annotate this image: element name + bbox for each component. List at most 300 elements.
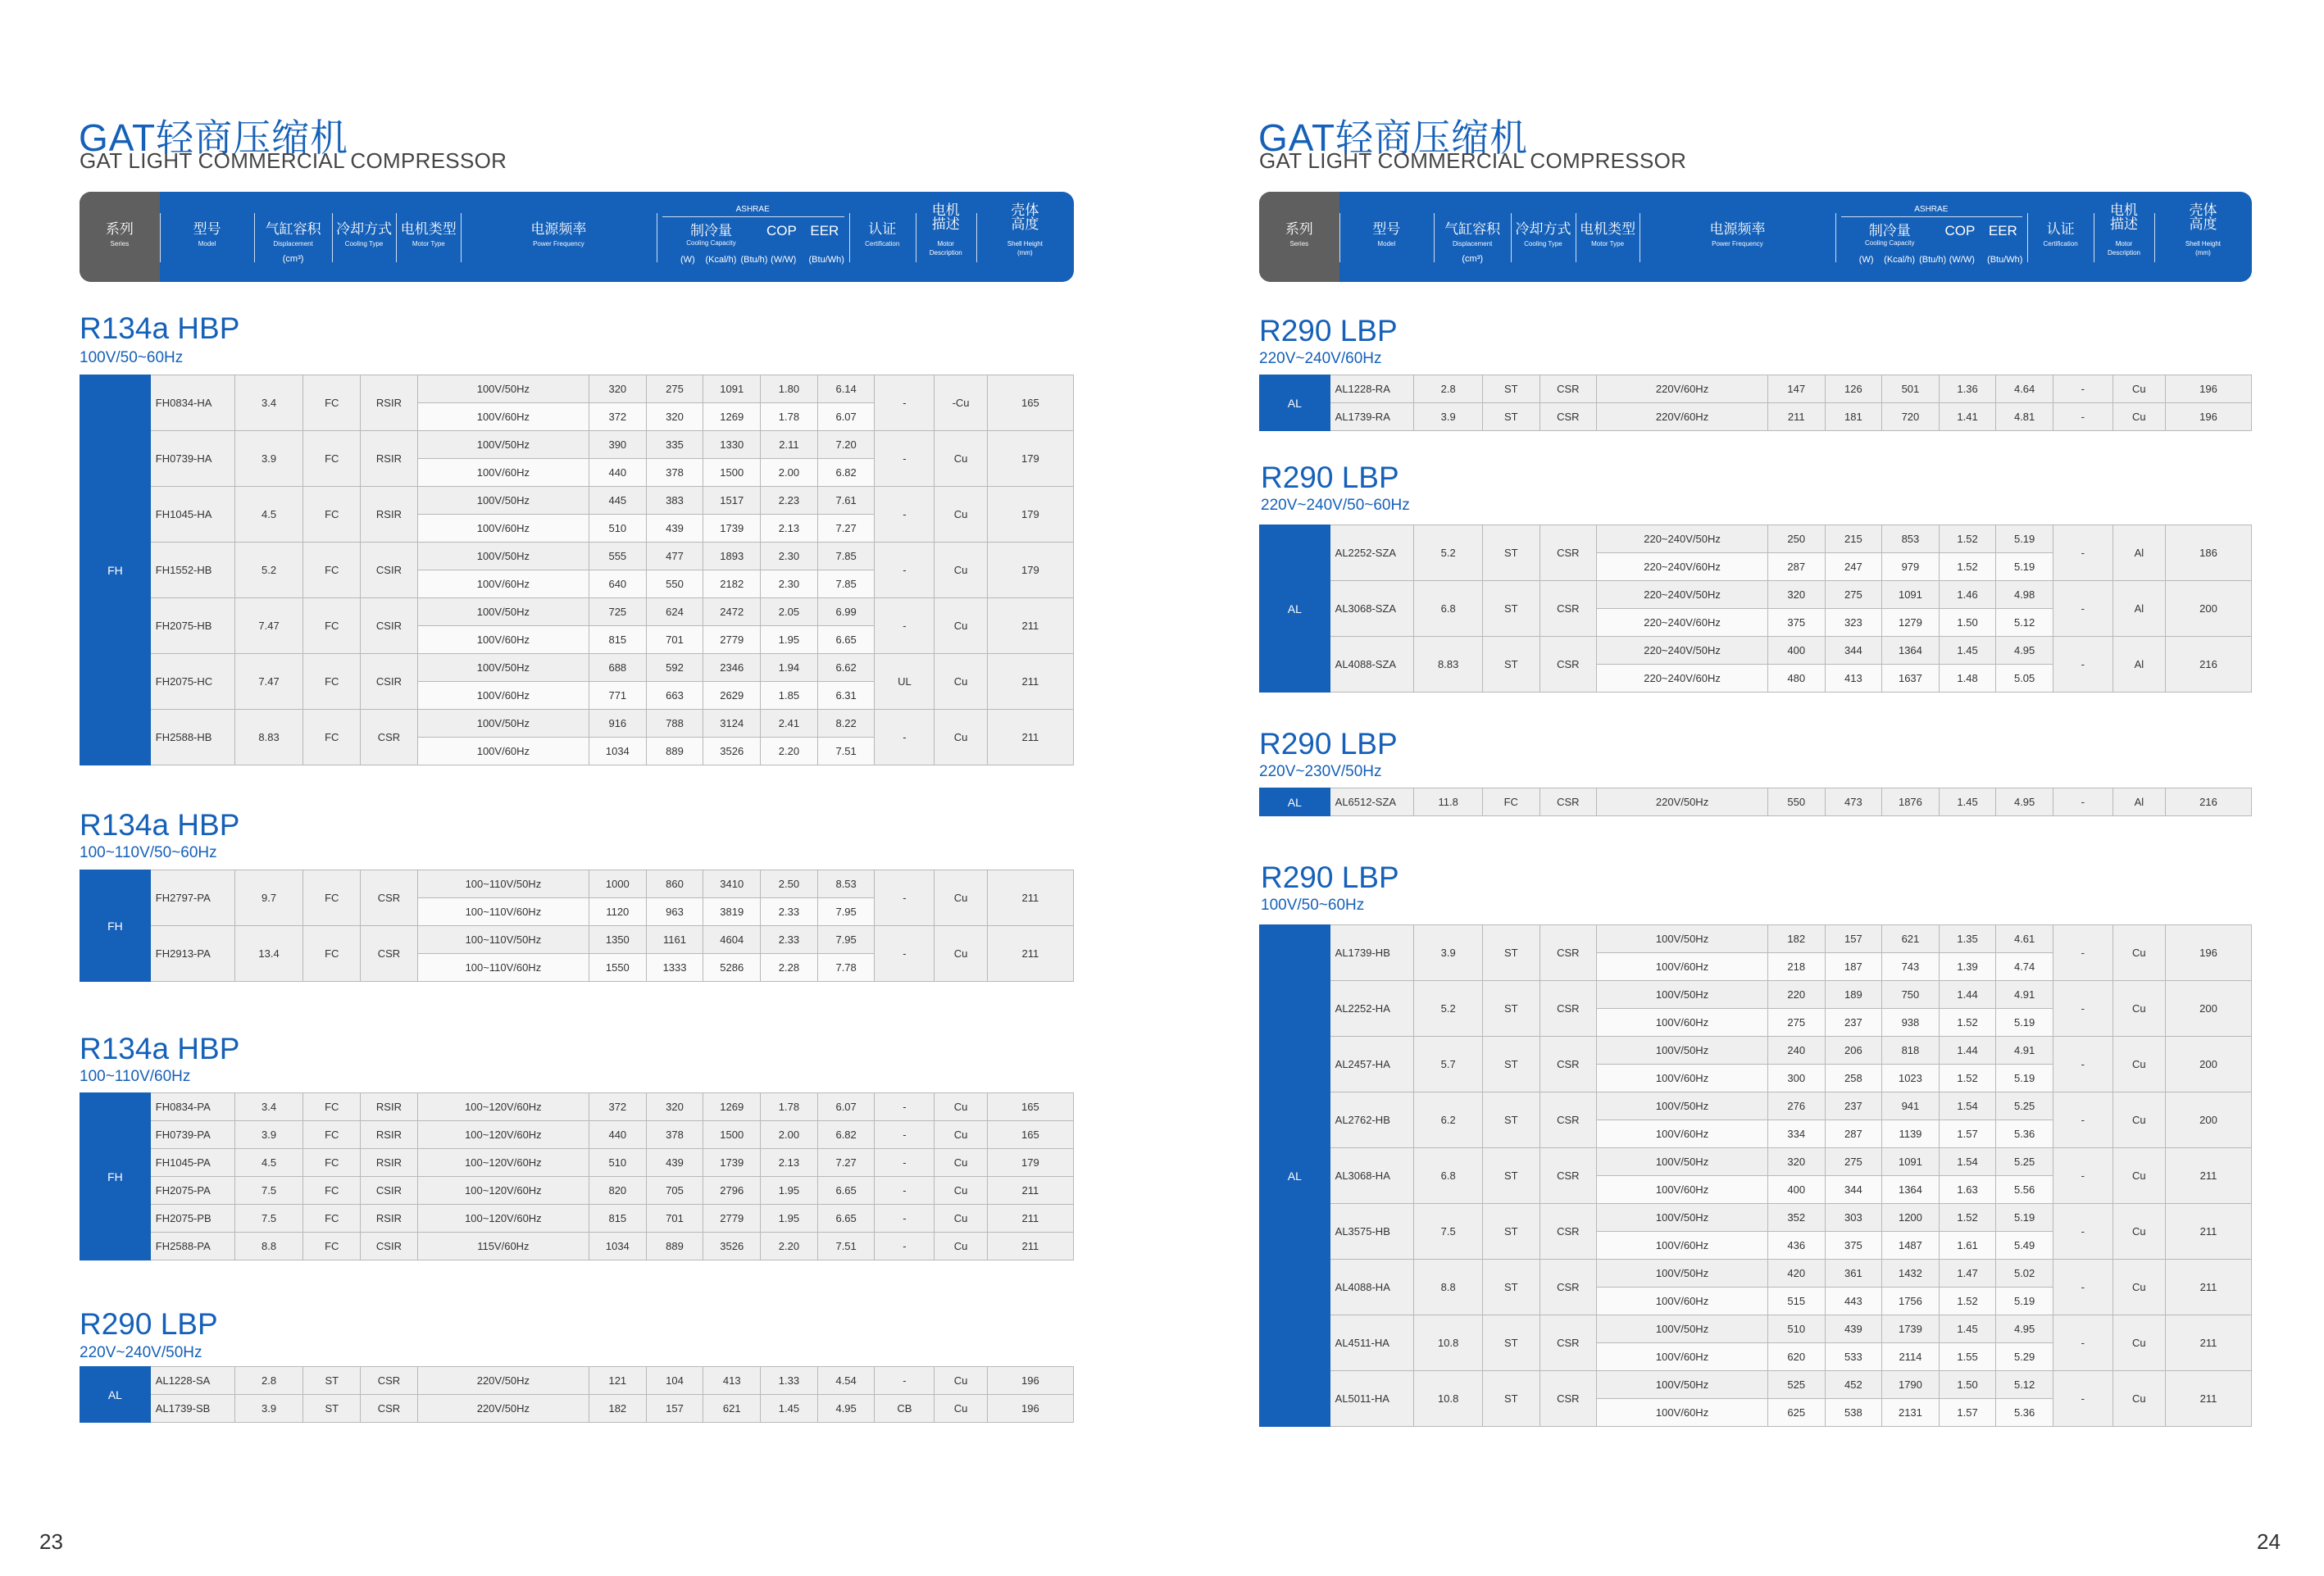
capacity-btu-cell: 1091: [703, 375, 761, 403]
capacity-kcal-cell: 701: [646, 1205, 703, 1233]
capacity-btu-cell: 3526: [703, 1233, 761, 1260]
certification-cell: -: [2053, 1092, 2113, 1148]
section-title: R134a HBP: [80, 808, 240, 842]
motor-type-cell: CSIR: [361, 1177, 418, 1205]
spec-table-r290-lbp-60hz: [1259, 375, 2252, 431]
capacity-w-cell: 771: [589, 682, 646, 710]
section-subtitle: 100~110V/50~60Hz: [80, 844, 217, 861]
power-frequency-cell: 100V/50Hz: [417, 543, 589, 570]
spec-table-r290-lbp-100v: [1259, 924, 2252, 1427]
displacement-cell: 7.5: [234, 1177, 303, 1205]
capacity-w-cell: 372: [589, 403, 646, 431]
capacity-w-cell: 1034: [589, 1233, 646, 1260]
capacity-w-cell: 555: [589, 543, 646, 570]
power-frequency-cell: 220~240V/60Hz: [1597, 665, 1768, 693]
eer-cell: 6.62: [817, 654, 875, 682]
displacement-cell: 7.47: [234, 654, 303, 710]
model-cell: AL1739-HB: [1330, 925, 1414, 981]
header-unit_kcal-label: (Kcal/h): [1884, 255, 1916, 265]
capacity-w-cell: 320: [1767, 581, 1825, 609]
header-power-en: Power Frequency: [1712, 240, 1763, 248]
header-disp-en: Displacement: [1452, 240, 1493, 248]
header-power-en: Power Frequency: [533, 240, 584, 248]
eer-cell: 5.02: [1996, 1260, 2053, 1288]
capacity-w-cell: 420: [1767, 1260, 1825, 1288]
displacement-cell: 4.5: [234, 1149, 303, 1177]
power-frequency-cell: 100~120V/60Hz: [417, 1121, 589, 1149]
motor-type-cell: CSR: [1539, 1148, 1597, 1204]
cop-cell: 2.41: [761, 710, 818, 738]
eer-cell: 7.85: [817, 543, 875, 570]
capacity-w-cell: 375: [1767, 609, 1825, 637]
cooling-type-cell: FC: [303, 1205, 361, 1233]
cooling-type-cell: FC: [303, 870, 361, 926]
power-frequency-cell: 100V/50Hz: [1597, 1148, 1768, 1176]
model-cell: AL1228-SA: [150, 1367, 234, 1395]
model-cell: AL4511-HA: [1330, 1315, 1414, 1371]
motor-type-cell: RSIR: [361, 1205, 418, 1233]
capacity-w-cell: 121: [589, 1367, 646, 1395]
capacity-btu-cell: 2346: [703, 654, 761, 682]
shell-height-cell: 211: [2165, 1315, 2251, 1371]
cooling-type-cell: ST: [1482, 1371, 1539, 1427]
motor-description-cell: Cu: [935, 598, 987, 654]
capacity-w-cell: 436: [1767, 1232, 1825, 1260]
shell-height-cell: 211: [2165, 1148, 2251, 1204]
header-unit_btuwh: [807, 192, 846, 282]
page-right: [1162, 0, 2324, 1576]
capacity-kcal-cell: 439: [646, 1149, 703, 1177]
cop-cell: 1.78: [761, 403, 818, 431]
cooling-type-cell: ST: [303, 1367, 361, 1395]
motor-description-cell: Cu: [935, 487, 987, 543]
cop-cell: 1.95: [761, 626, 818, 654]
table-row: [1260, 403, 2252, 431]
power-frequency-cell: 100V/60Hz: [1597, 1343, 1768, 1371]
cop-cell: 1.54: [1939, 1148, 1996, 1176]
displacement-cell: 10.8: [1414, 1371, 1483, 1427]
header-motordesc: [916, 192, 976, 282]
model-cell: AL2252-SZA: [1330, 525, 1414, 581]
header-model-cn: 型号: [193, 221, 221, 237]
table-row: [80, 1093, 1074, 1121]
capacity-kcal-cell: 344: [1825, 637, 1882, 665]
series-group-cell: AL: [1260, 925, 1330, 1427]
model-cell: AL1739-RA: [1330, 403, 1414, 431]
eer-cell: 6.82: [817, 459, 875, 487]
capacity-kcal-cell: 533: [1825, 1343, 1882, 1371]
eer-cell: 5.19: [1996, 1009, 2053, 1037]
eer-cell: 5.19: [1996, 553, 2053, 581]
capacity-btu-cell: 3526: [703, 738, 761, 765]
eer-cell: 8.53: [817, 870, 875, 898]
capacity-kcal-cell: 439: [1825, 1315, 1882, 1343]
cop-cell: 1.57: [1939, 1399, 1996, 1427]
motor-type-cell: RSIR: [361, 487, 418, 543]
motor-description-cell: Cu: [935, 1093, 987, 1121]
cop-cell: 2.20: [761, 1233, 818, 1260]
motor-type-cell: CSR: [361, 926, 418, 982]
displacement-cell: 7.5: [234, 1205, 303, 1233]
header-capacity-en: Cooling Capacity: [686, 239, 736, 247]
capacity-w-cell: 182: [589, 1395, 646, 1423]
shell-height-cell: 211: [987, 926, 1073, 982]
cop-cell: 1.80: [761, 375, 818, 403]
cop-cell: 1.78: [761, 1093, 818, 1121]
cooling-type-cell: FC: [303, 710, 361, 765]
shell-height-cell: 179: [987, 487, 1073, 543]
section-subtitle: 100V/50~60Hz: [1261, 897, 1365, 914]
capacity-kcal-cell: 477: [646, 543, 703, 570]
header-disp: [254, 192, 331, 282]
power-frequency-cell: 100V/60Hz: [417, 570, 589, 598]
capacity-w-cell: 275: [1767, 1009, 1825, 1037]
cop-cell: 1.52: [1939, 1204, 1996, 1232]
section-title: R290 LBP: [1259, 314, 1398, 347]
model-cell: AL2457-HA: [1330, 1037, 1414, 1092]
capacity-w-cell: 445: [589, 487, 646, 515]
cop-cell: 2.50: [761, 870, 818, 898]
cooling-type-cell: ST: [1482, 1260, 1539, 1315]
capacity-btu-cell: 1876: [1882, 788, 1940, 816]
displacement-cell: 7.47: [234, 598, 303, 654]
eer-cell: 5.36: [1996, 1120, 2053, 1148]
capacity-btu-cell: 1517: [703, 487, 761, 515]
model-cell: FH2588-HB: [150, 710, 234, 765]
capacity-w-cell: 640: [589, 570, 646, 598]
motor-type-cell: CSR: [1539, 525, 1597, 581]
power-frequency-cell: 220~240V/50Hz: [1597, 637, 1768, 665]
motor-description-cell: Cu: [2113, 925, 2165, 981]
certification-cell: -: [2053, 1148, 2113, 1204]
cop-cell: 2.33: [761, 926, 818, 954]
displacement-cell: 3.9: [1414, 925, 1483, 981]
certification-cell: -: [875, 431, 935, 487]
shell-height-cell: 211: [2165, 1371, 2251, 1427]
certification-cell: -: [2053, 925, 2113, 981]
capacity-w-cell: 300: [1767, 1065, 1825, 1092]
capacity-btu-cell: 2629: [703, 682, 761, 710]
capacity-w-cell: 287: [1767, 553, 1825, 581]
capacity-btu-cell: 413: [703, 1367, 761, 1395]
model-cell: AL4088-HA: [1330, 1260, 1414, 1315]
column-header-bar: [1259, 192, 2252, 282]
cop-cell: 2.05: [761, 598, 818, 626]
motor-description-cell: Cu: [2113, 1260, 2165, 1315]
displacement-cell: 3.9: [234, 431, 303, 487]
shell-height-cell: 196: [2165, 925, 2251, 981]
motor-type-cell: CSIR: [361, 1233, 418, 1260]
power-frequency-cell: 100V/60Hz: [1597, 953, 1768, 981]
shell-height-cell: 200: [2165, 1092, 2251, 1148]
certification-cell: -: [875, 1149, 935, 1177]
certification-cell: -: [875, 1177, 935, 1205]
certification-cell: -: [2053, 1204, 2113, 1260]
header-unit_ww-label: (W/W): [771, 255, 797, 265]
cooling-type-cell: FC: [303, 543, 361, 598]
power-frequency-cell: 220V/50Hz: [417, 1367, 589, 1395]
power-frequency-cell: 100V/50Hz: [417, 487, 589, 515]
cooling-type-cell: ST: [1482, 403, 1539, 431]
cop-cell: 1.48: [1939, 665, 1996, 693]
header-cooling-en: Cooling Type: [1524, 240, 1562, 248]
certification-cell: -: [875, 487, 935, 543]
capacity-kcal-cell: 126: [1825, 375, 1882, 403]
capacity-kcal-cell: 181: [1825, 403, 1882, 431]
cop-cell: 2.13: [761, 1149, 818, 1177]
header-capacity-label: 制冷量: [689, 223, 732, 238]
power-frequency-cell: 115V/60Hz: [417, 1233, 589, 1260]
power-frequency-cell: 100V/50Hz: [1597, 1371, 1768, 1399]
capacity-btu-cell: 1364: [1882, 1176, 1940, 1204]
capacity-btu-cell: 3819: [703, 898, 761, 926]
eer-cell: 6.99: [817, 598, 875, 626]
displacement-cell: 5.2: [234, 543, 303, 598]
table-row: [80, 1121, 1074, 1149]
power-frequency-cell: 100V/50Hz: [1597, 1315, 1768, 1343]
header-motordesc-cn: 电机 描述: [2110, 202, 2138, 232]
table-row: [1260, 637, 2252, 665]
capacity-btu-cell: 3410: [703, 870, 761, 898]
motor-type-cell: RSIR: [361, 431, 418, 487]
cop-cell: 1.52: [1939, 1288, 1996, 1315]
motor-description-cell: Al: [2113, 525, 2165, 581]
capacity-btu-cell: 2472: [703, 598, 761, 626]
header-unit_btu-label: (Btu/h): [1919, 255, 1947, 265]
power-frequency-cell: 100~110V/50Hz: [417, 926, 589, 954]
shell-height-cell: 179: [987, 543, 1073, 598]
certification-cell: -: [875, 1367, 935, 1395]
power-frequency-cell: 100V/50Hz: [1597, 1092, 1768, 1120]
header-cert: [849, 192, 916, 282]
model-cell: AL3068-HA: [1330, 1148, 1414, 1204]
header-shell-en: Shell Height (mm): [1007, 240, 1043, 257]
shell-height-cell: 211: [987, 1177, 1073, 1205]
model-cell: AL3575-HB: [1330, 1204, 1414, 1260]
series-group-cell: AL: [1260, 788, 1330, 816]
eer-cell: 5.25: [1996, 1148, 2053, 1176]
capacity-btu-cell: 1637: [1882, 665, 1940, 693]
table-row: [1260, 1092, 2252, 1120]
capacity-w-cell: 815: [589, 1205, 646, 1233]
capacity-btu-cell: 2779: [703, 626, 761, 654]
capacity-kcal-cell: 378: [646, 459, 703, 487]
certification-cell: -: [2053, 525, 2113, 581]
header-model: [1339, 192, 1435, 282]
table-row: [1260, 525, 2252, 553]
eer-cell: 6.65: [817, 1205, 875, 1233]
capacity-kcal-cell: 701: [646, 626, 703, 654]
cooling-type-cell: ST: [1482, 525, 1539, 581]
motor-type-cell: CSR: [1539, 1204, 1597, 1260]
header-unit_w-label: (W): [1858, 255, 1874, 265]
model-cell: FH2588-PA: [150, 1233, 234, 1260]
header-motor-en: Motor Type: [1591, 240, 1625, 248]
model-cell: AL1228-RA: [1330, 375, 1414, 403]
capacity-btu-cell: 818: [1882, 1037, 1940, 1065]
table-row: [80, 1233, 1074, 1260]
model-cell: FH2797-PA: [150, 870, 234, 926]
cop-cell: 2.13: [761, 515, 818, 543]
certification-cell: -: [875, 543, 935, 598]
section-subtitle: 220V~240V/50~60Hz: [1261, 497, 1410, 514]
model-cell: AL2252-HA: [1330, 981, 1414, 1037]
header-unit_btuwh: [1985, 192, 2025, 282]
section-title: R290 LBP: [80, 1307, 218, 1341]
cooling-type-cell: FC: [303, 431, 361, 487]
cooling-type-cell: FC: [1482, 788, 1539, 816]
shell-height-cell: 211: [987, 870, 1073, 926]
certification-cell: -: [875, 1093, 935, 1121]
model-cell: FH2913-PA: [150, 926, 234, 982]
motor-type-cell: CSR: [1539, 581, 1597, 637]
power-frequency-cell: 220~240V/60Hz: [1597, 609, 1768, 637]
capacity-kcal-cell: 237: [1825, 1092, 1882, 1120]
table-row: [1260, 581, 2252, 609]
capacity-btu-cell: 853: [1882, 525, 1940, 553]
header-cert-cn: 认证: [2046, 221, 2075, 237]
motor-description-cell: Cu: [935, 543, 987, 598]
shell-height-cell: 165: [987, 1121, 1073, 1149]
cop-cell: 1.52: [1939, 1065, 1996, 1092]
cop-cell: 1.61: [1939, 1232, 1996, 1260]
shell-height-cell: 196: [987, 1395, 1073, 1423]
cooling-type-cell: FC: [303, 926, 361, 982]
displacement-cell: 8.83: [1414, 637, 1483, 693]
cop-cell: 1.45: [1939, 788, 1996, 816]
power-frequency-cell: 100V/60Hz: [1597, 1065, 1768, 1092]
cooling-type-cell: FC: [303, 1093, 361, 1121]
certification-cell: -: [2053, 375, 2113, 403]
capacity-btu-cell: 1790: [1882, 1371, 1940, 1399]
motor-type-cell: CSR: [1539, 1315, 1597, 1371]
header-series: [1259, 192, 1339, 282]
displacement-cell: 5.2: [1414, 981, 1483, 1037]
model-cell: AL1739-SB: [150, 1395, 234, 1423]
capacity-kcal-cell: 375: [1825, 1232, 1882, 1260]
certification-cell: -: [875, 870, 935, 926]
header-ashrae: ASHRAE: [735, 205, 770, 214]
capacity-w-cell: 1120: [589, 898, 646, 926]
shell-height-cell: 211: [2165, 1204, 2251, 1260]
capacity-btu-cell: 2114: [1882, 1343, 1940, 1371]
capacity-w-cell: 688: [589, 654, 646, 682]
capacity-kcal-cell: 1161: [646, 926, 703, 954]
cop-cell: 2.30: [761, 570, 818, 598]
capacity-kcal-cell: 157: [646, 1395, 703, 1423]
certification-cell: -: [2053, 981, 2113, 1037]
certification-cell: -: [875, 375, 935, 431]
capacity-kcal-cell: 383: [646, 487, 703, 515]
model-cell: FH0834-HA: [150, 375, 234, 431]
power-frequency-cell: 220V/50Hz: [1597, 788, 1768, 816]
displacement-cell: 4.5: [234, 487, 303, 543]
capacity-kcal-cell: 323: [1825, 609, 1882, 637]
model-cell: FH2075-PB: [150, 1205, 234, 1233]
table-row: [1260, 375, 2252, 403]
cop-cell: 1.46: [1939, 581, 1996, 609]
capacity-kcal-cell: 361: [1825, 1260, 1882, 1288]
cop-cell: 1.54: [1939, 1092, 1996, 1120]
eer-cell: 7.27: [817, 515, 875, 543]
capacity-btu-cell: 1091: [1882, 1148, 1940, 1176]
eer-cell: 5.12: [1996, 609, 2053, 637]
eer-cell: 4.61: [1996, 925, 2053, 953]
model-cell: FH2075-HC: [150, 654, 234, 710]
cooling-type-cell: FC: [303, 1177, 361, 1205]
model-cell: AL5011-HA: [1330, 1371, 1414, 1427]
shell-height-cell: 179: [987, 1149, 1073, 1177]
table-row: [80, 654, 1074, 682]
capacity-w-cell: 550: [1767, 788, 1825, 816]
motor-type-cell: CSR: [1539, 403, 1597, 431]
displacement-cell: 2.8: [1414, 375, 1483, 403]
table-row: [80, 543, 1074, 570]
header-cert: [2027, 192, 2094, 282]
cop-cell: 1.52: [1939, 525, 1996, 553]
capacity-btu-cell: 743: [1882, 953, 1940, 981]
cooling-type-cell: FC: [303, 1121, 361, 1149]
eer-cell: 5.19: [1996, 1288, 2053, 1315]
spec-table-r290-lbp-230v: [1259, 788, 2252, 816]
header-divider: [2027, 213, 2028, 262]
catalog-title-cn: GAT轻商压缩机: [79, 116, 349, 159]
capacity-w-cell: 916: [589, 710, 646, 738]
displacement-cell: 8.83: [234, 710, 303, 765]
power-frequency-cell: 100~110V/50Hz: [417, 870, 589, 898]
eer-cell: 7.78: [817, 954, 875, 982]
model-cell: FH1045-PA: [150, 1149, 234, 1177]
shell-height-cell: 196: [2165, 403, 2251, 431]
capacity-btu-cell: 621: [703, 1395, 761, 1423]
capacity-btu-cell: 2779: [703, 1205, 761, 1233]
model-cell: FH1552-HB: [150, 543, 234, 598]
capacity-btu-cell: 1739: [1882, 1315, 1940, 1343]
capacity-w-cell: 1550: [589, 954, 646, 982]
header-model: [160, 192, 255, 282]
header-shell-en: Shell Height (mm): [2185, 240, 2222, 257]
eer-cell: 5.25: [1996, 1092, 2053, 1120]
model-cell: FH2075-HB: [150, 598, 234, 654]
motor-type-cell: CSR: [1539, 925, 1597, 981]
cop-cell: 1.94: [761, 654, 818, 682]
motor-description-cell: Cu: [2113, 1315, 2165, 1371]
section-subtitle: 220V~240V/50Hz: [80, 1344, 202, 1361]
motor-type-cell: RSIR: [361, 375, 418, 431]
cooling-type-cell: FC: [303, 654, 361, 710]
capacity-w-cell: 620: [1767, 1343, 1825, 1371]
cooling-type-cell: ST: [1482, 375, 1539, 403]
cooling-type-cell: FC: [303, 487, 361, 543]
table-row: [1260, 788, 2252, 816]
model-cell: FH2075-PA: [150, 1177, 234, 1205]
header-divider: [1511, 213, 1512, 262]
header-power-cn: 电源频率: [530, 221, 587, 237]
header-disp-unit: (cm³): [1462, 254, 1483, 264]
table-row: [1260, 1260, 2252, 1288]
motor-description-cell: Cu: [935, 1367, 987, 1395]
eer-cell: 8.22: [817, 710, 875, 738]
motor-description-cell: Cu: [935, 926, 987, 982]
header-series-cn: 系列: [1285, 221, 1313, 237]
eer-cell: 6.31: [817, 682, 875, 710]
power-frequency-cell: 100~120V/60Hz: [417, 1149, 589, 1177]
power-frequency-cell: 100V/50Hz: [417, 375, 589, 403]
capacity-kcal-cell: 860: [646, 870, 703, 898]
displacement-cell: 5.7: [1414, 1037, 1483, 1092]
model-cell: FH0834-PA: [150, 1093, 234, 1121]
capacity-w-cell: 625: [1767, 1399, 1825, 1427]
